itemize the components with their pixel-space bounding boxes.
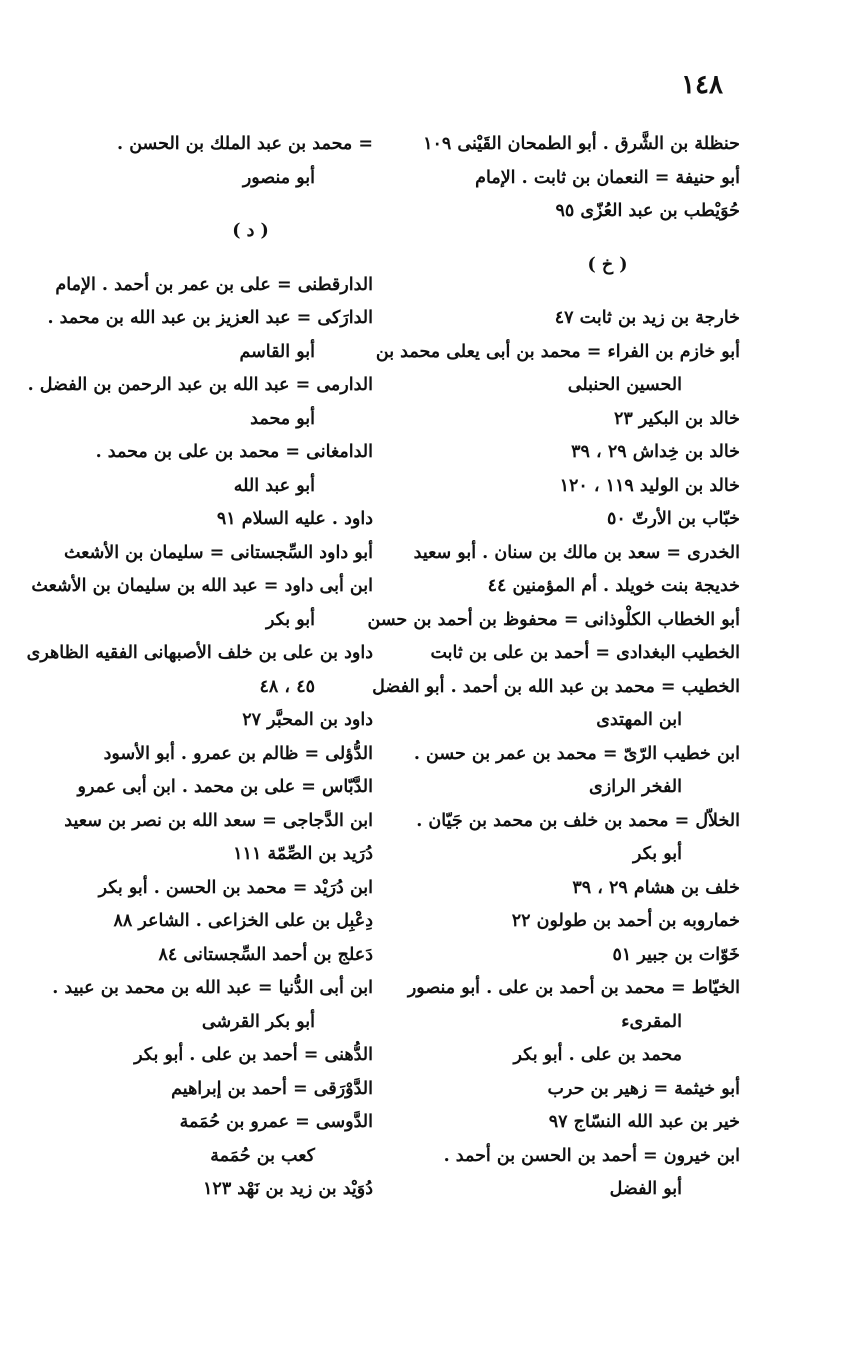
index-entry: ابن دُرَيْد = محمد بن الحسن . أبو بكر: [98, 877, 373, 898]
index-entry: أبو خازم بن الفراء = محمد بن أبى يعلى محمد بن: [375, 341, 740, 362]
index-entry: الدارَكى = عبد العزيز بن عبد الله بن محمد .: [47, 308, 373, 328]
index-entry: دِعْبِل بن على الخزاعى . الشاعر ٨٨: [113, 911, 373, 931]
index-entry: داود بن على بن خلف الأصبهانى الفقيه الظاهرى: [26, 643, 373, 663]
index-entry: الخدرى = سعد بن مالك بن سنان . أبو سعيد: [413, 542, 740, 563]
index-entry: الدامغانى = محمد بن على بن محمد .: [95, 442, 373, 462]
index-entry: ابن خطيب الرّىّ = محمد بن عمر بن حسن .: [413, 743, 740, 764]
index-entry: دُوَيْد بن زيد بن نَهْد ١٢٣: [203, 1179, 373, 1199]
index-entry: الدَّوْرَقى = أحمد بن إبراهيم: [171, 1078, 373, 1099]
index-entry: أبو محمد: [250, 408, 315, 429]
index-entry: الفخر الرازى: [589, 777, 682, 797]
right-top-block: [395, 128, 740, 229]
index-entry: المقرىء: [621, 1011, 682, 1032]
index-entry: ٤٥ ، ٤٨: [259, 676, 315, 697]
section-header-dal: ( د ): [232, 221, 269, 241]
index-entry: أبو خيثمة = زهير بن حرب: [547, 1078, 740, 1099]
index-entry: خلف بن هشام ٢٩ ، ٣٩: [572, 877, 740, 898]
index-entry: داود بن المحبَّر ٢٧: [242, 710, 373, 730]
index-entry: خالد بن الوليد ١١٩ ، ١٢٠: [559, 475, 740, 496]
page-number: ١٤٨: [681, 70, 723, 100]
index-entry: ابن أبى داود = عبد الله بن سليمان بن الأشعث: [31, 576, 373, 596]
index-entry: الدَّوسى = عمرو بن حُمَمة: [179, 1112, 373, 1132]
index-entry: الدارقطنى = على بن عمر بن أحمد . الإمام: [55, 274, 373, 295]
index-entry: محمد بن على . أبو بكر: [513, 1045, 682, 1065]
index-entry: ابن المهتدى: [596, 710, 682, 730]
index-entry: أبو بكر: [265, 609, 315, 630]
left-column: [28, 128, 373, 1207]
left-entries: [28, 269, 373, 1207]
index-entry: خبّاب بن الأرتّ ٥٠: [607, 509, 740, 529]
index-entry: حنظلة بن الشَّرق . أبو الطمحان القَيْنى ١٠٩: [423, 134, 740, 154]
index-entry: ابن الدَّجاجى = سعد الله بن نصر بن سعيد: [64, 810, 373, 831]
index-entry: أبو داود السِّجستانى = سليمان بن الأشعث: [63, 542, 373, 563]
index-entry: حُوَيْطب بن عبد العُزّى ٩٥: [555, 201, 740, 221]
index-entry: أبو الخطاب الكلْوذانى = محفوظ بن أحمد بن حسن: [367, 609, 740, 630]
index-entry: خماروبه بن أحمد بن طولون ٢٢: [511, 911, 740, 931]
index-entry: دَعلج بن أحمد السِّجستانى ٨٤: [158, 944, 373, 965]
index-entry: خالد بن خِداش ٢٩ ، ٣٩: [571, 442, 740, 462]
index-entry: الحسين الحنبلى: [567, 375, 682, 395]
index-entry: = محمد بن عبد الملك بن الحسن .: [117, 134, 373, 154]
index-entry: أبو حنيفة = النعمان بن ثابت . الإمام: [475, 167, 740, 188]
index-entry: أبو منصور: [242, 167, 315, 188]
index-entry: الدَّبّاس = على بن محمد . ابن أبى عمرو: [77, 777, 373, 797]
index-entry: الخطيب البغدادى = أحمد بن على بن ثابت: [430, 643, 740, 663]
index-entry: خديجة بنت خويلد . أم المؤمنين ٤٤: [487, 576, 740, 596]
index-entry: أبو عبد الله: [233, 475, 315, 496]
index-entry: خالد بن البكير ٢٣: [613, 408, 740, 429]
index-entry: الدارمى = عبد الله بن عبد الرحمن بن الفضل .: [27, 375, 373, 395]
index-entry: ابن أبى الدُّنيا = عبد الله بن محمد بن عبيد .: [52, 978, 373, 998]
right-column: [367, 128, 740, 1207]
index-entry: الخيّاط = محمد بن أحمد بن على . أبو منصور: [407, 978, 740, 998]
index-entry: خارجة بن زيد بن ثابت ٤٧: [554, 308, 740, 328]
index-entry: الدُّهنى = أحمد بن على . أبو بكر: [134, 1045, 373, 1065]
index-entry: أبو القاسم: [239, 341, 315, 362]
index-entry: داود . عليه السلام ٩١: [216, 509, 373, 529]
section-header-kha: ( خ ): [587, 254, 628, 275]
index-entry: الدُّؤلى = ظالم بن عمرو . أبو الأسود: [103, 743, 373, 764]
index-entry: ابن خيرون = أحمد بن الحسن بن أحمد .: [443, 1145, 740, 1166]
left-top-block: [28, 128, 373, 195]
index-entry: كعب بن حُمَمة: [210, 1145, 315, 1166]
index-entry: أبو الفضل: [609, 1179, 682, 1199]
right-entries: [367, 302, 740, 1207]
index-entry: خَوّات بن جبير ٥١: [612, 944, 740, 965]
index-entry: أبو بكر القرشى: [201, 1011, 315, 1032]
index-entry: خير بن عبد الله النسّاج ٩٧: [548, 1112, 740, 1132]
index-entry: الخلاّل = محمد بن خلف بن محمد بن جَيّان .: [416, 810, 740, 831]
index-entry: أبو بكر: [632, 844, 682, 864]
index-entry: دُرَيد بن الصِّمّة ١١١: [233, 844, 373, 864]
index-entry: الخطيب = محمد بن عبد الله بن أحمد . أبو الفضل: [372, 676, 740, 697]
